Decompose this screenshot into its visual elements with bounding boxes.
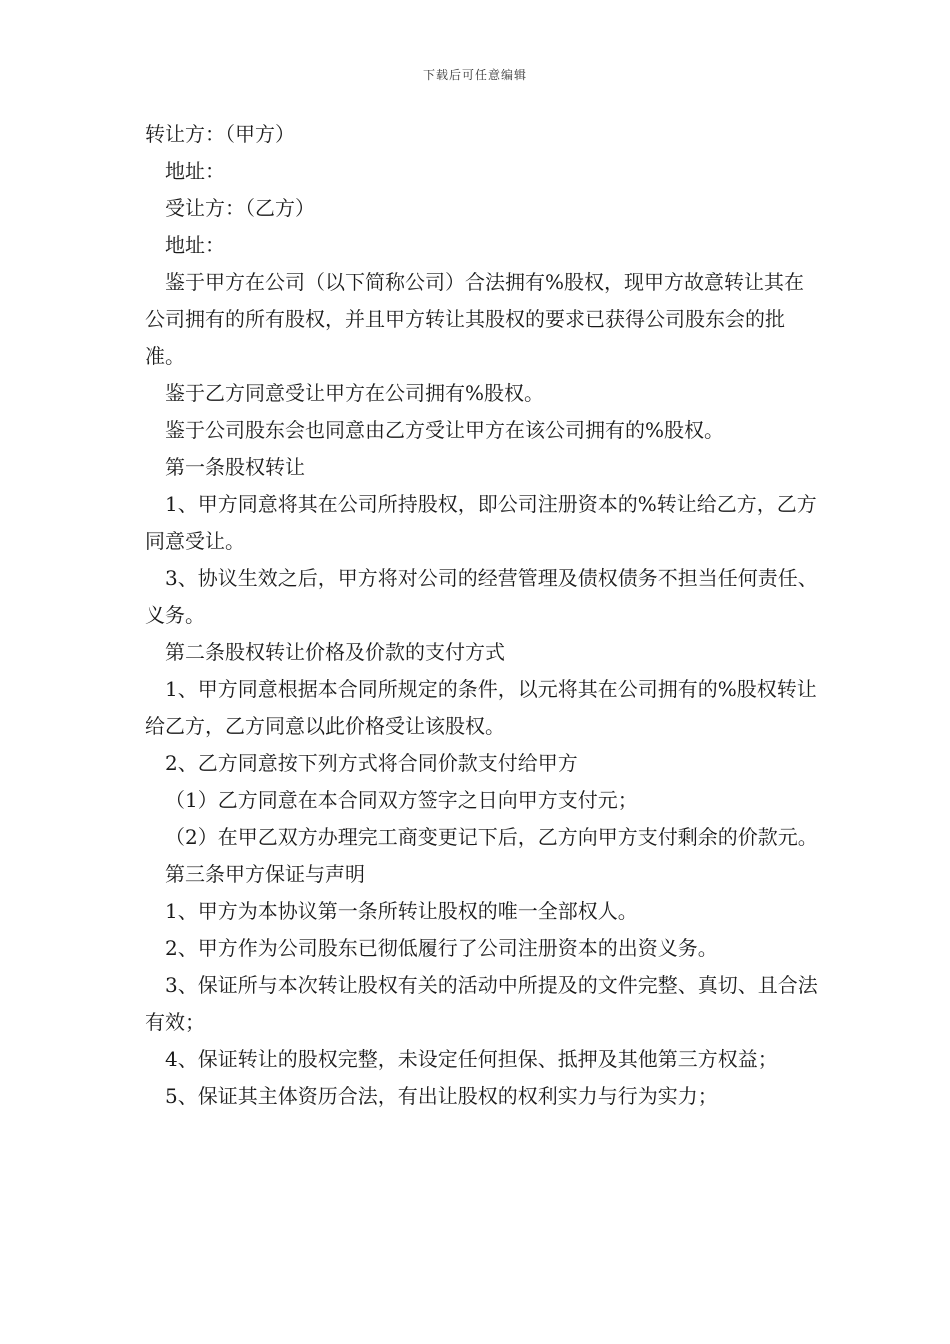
document-paragraph: 3、保证所与本次转让股权有关的活动中所提及的文件完整、真切、且合法有效； [145,973,818,1034]
document-paragraph: 2、甲方作为公司股东已彻低履行了公司注册资本的出资义务。 [165,936,718,960]
document-paragraph: 3、协议生效之后，甲方将对公司的经营管理及债权债务不担当任何责任、义务。 [145,566,818,627]
document-paragraph: 第一条股权转让 [165,455,305,479]
document-paragraph: 第三条甲方保证与声明 [165,862,365,886]
document-paragraph: （1）乙方同意在本合同双方签字之日向甲方支付元； [165,788,638,812]
document-paragraph: 第二条股权转让价格及价款的支付方式 [165,640,505,664]
document-paragraph: 转让方：（甲方） [145,122,295,146]
document-paragraph: 5、保证其主体资历合法，有出让股权的权利实力与行为实力； [165,1084,718,1108]
document-paragraph: 地址： [165,233,225,257]
document-paragraph: 2、乙方同意按下列方式将合同价款支付给甲方 [165,751,578,775]
document-paragraph: （2）在甲乙双方办理完工商变更记下后，乙方向甲方支付剩余的价款元。 [165,825,818,849]
document-paragraph: 鉴于乙方同意受让甲方在公司拥有%股权。 [165,381,545,405]
document-paragraph: 受让方：（乙方） [165,196,315,220]
document-paragraph: 鉴于甲方在公司（以下简称公司）合法拥有%股权，现甲方故意转让其在公司拥有的所有股权，并且甲方转让其股权的要求已获得公司股东会的批准。 [145,270,805,368]
document-paragraph: 4、保证转让的股权完整，未设定任何担保、抵押及其他第三方权益； [165,1047,778,1071]
document-paragraph: 1、甲方为本协议第一条所转让股权的唯一全部权人。 [165,899,638,923]
page-header-note: 下载后可任意编辑 [422,68,527,82]
document-body [145,116,821,1115]
document-paragraph: 地址： [165,159,225,183]
document-paragraph: 1、甲方同意将其在公司所持股权，即公司注册资本的%转让给乙方，乙方同意受让。 [145,492,817,553]
document-paragraph: 1、甲方同意根据本合同所规定的条件，以元将其在公司拥有的%股权转让给乙方，乙方同意以此价格受让该股权。 [145,677,817,738]
document-paragraph: 鉴于公司股东会也同意由乙方受让甲方在该公司拥有的%股权。 [165,418,725,442]
